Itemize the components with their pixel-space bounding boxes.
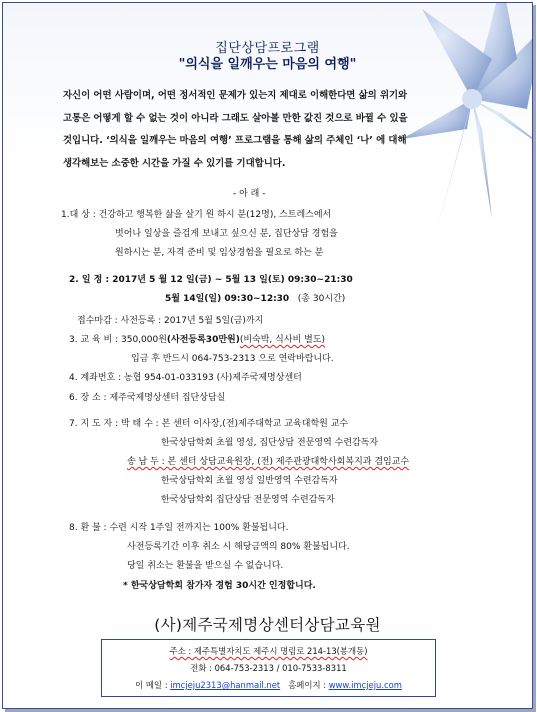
instructor-line: 한국상담학회 집단상담 전문영역 수련감독자 (161, 495, 335, 505)
intro-line: 고통은 어떻게 할 수 없는 것이 아니라 그래도 살아볼 만한 값진 것으로 바뀔 수 있을 (63, 112, 408, 124)
schedule-line-2 (165, 292, 345, 306)
instructor-line: 7. 지 도 자 : 박 태 수 : 본 센터 이사장,(전)제주대학교 교육대학원 교수 (69, 419, 349, 429)
section-heading: - 아 래 - (233, 189, 266, 199)
intro-line: 생각해보는 소중한 시간을 가질 수 있기를 기대합니다. (63, 157, 286, 169)
target-line: 벗어나 일상을 즐겁게 보내고 싶으신 분, 집단상담 경험을 (115, 229, 338, 239)
page-title: 집단상담프로그램 (215, 41, 320, 56)
instructor-text: 송 남 두 : 본 센터 상담교육원장, (전) 제주관광대학사회복지과 겸임교수 (127, 457, 410, 467)
homepage-label: 홈페이지 : (288, 680, 329, 690)
address-text: 주소 : 제주특별자치도 제주시 명림로 214-13(봉개동) (169, 646, 368, 656)
phone-line: 전화 : 064-753-2313 / 010-7533-8311 (190, 663, 347, 673)
instructor-line: 한국상담학회 초월 영성, 집단상담 전문영역 수련감독자 (161, 438, 379, 448)
organization-name: (사)제주국제명상센터상담교육원 (154, 616, 381, 634)
venue-line: 6. 장 소 : 제주국제명상센터 집단상담실 (69, 393, 226, 403)
schedule-total: (총 30시간) (297, 294, 346, 304)
schedule-line: 2. 일 정 : 2017년 5 월 12 일(금) ~ 5월 13 일(토) 09:30~21:30 (69, 275, 353, 285)
fee-line (69, 333, 325, 347)
homepage-link[interactable]: www.imcjeju.com (328, 680, 402, 690)
credit-note: * 한국상담학회 참가자 경험 30시간 인정합니다. (123, 581, 316, 591)
intro-paragraph (63, 85, 503, 175)
account-line: 4. 계좌번호 : 농협 954-01-033193 (사)제주국제명상센터 (69, 373, 302, 383)
instructor-line (127, 455, 409, 469)
web-line (102, 679, 435, 691)
intro-line: 것입니다. ‘의식을 일깨우는 마음의 여행’ 프로그램을 통해 삶의 주체인 ‘나’ 에 대해 (63, 135, 407, 146)
address-line (102, 645, 435, 657)
document-frame (2, 2, 533, 709)
fee-note: (비숙박, 식사비 별도) (239, 335, 326, 345)
email-label: 이 메일 : (135, 680, 171, 690)
refund-line: 사전등록기간 이후 취소 시 해당금액의 80% 환불됩니다. (127, 542, 350, 552)
email-link[interactable]: imcjeju2313@hanmail.net (170, 680, 281, 690)
program-subtitle: "의식을 일깨우는 마음의 여행" (178, 57, 357, 72)
deadline-line: 접수마감 : 사전등록 : 2017년 5월 5일(금)까지 (77, 316, 264, 326)
fee-amount: 3. 교 육 비 : 350,000원 (69, 335, 167, 345)
schedule-date: 5월 14일(일) 09:30~12:30 (165, 294, 290, 304)
refund-line: 8. 환 불 : 수련 시작 1주일 전까지는 100% 환불됩니다. (69, 523, 289, 533)
fee-contact-line: 입금 후 반드시 064-753-2313 으로 연락바랍니다. (131, 354, 334, 364)
instructor-line: 한국상담학회 초월 영성 일반영역 수련감독자 (161, 476, 338, 486)
target-line: 1.대 상 : 건강하고 행복한 삶을 살기 원 하시 분(12명), 스트레스에서 (61, 210, 332, 220)
fee-preregistration: (사전등록30만원) (166, 335, 240, 345)
target-line: 원하시는 분, 자격 준비 및 임상경험을 필요로 하는 분 (115, 248, 324, 258)
contact-box (101, 639, 436, 697)
refund-line: 당일 취소는 환불을 받으실 수 없습니다. (127, 561, 284, 571)
intro-line: 자신이 어떤 사람이며, 어떤 정서적인 문제가 있는지 제대로 이해한다면 삶의 위기와 (63, 90, 408, 101)
